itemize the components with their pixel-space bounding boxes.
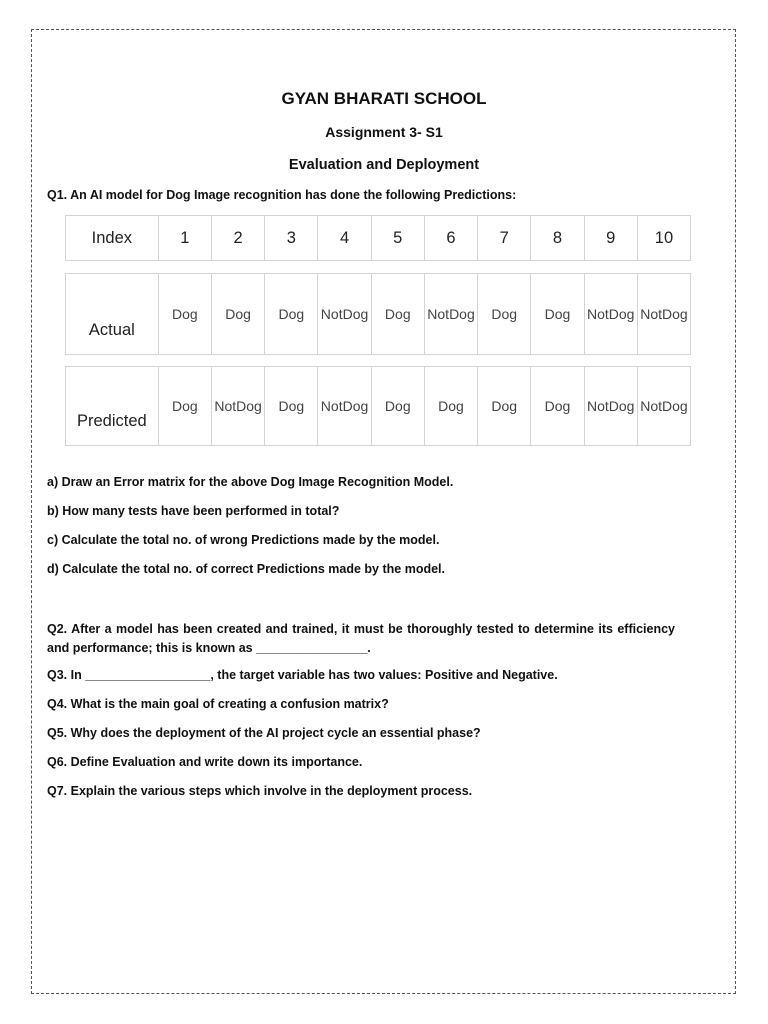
predicted-cell: Not Dog: [637, 367, 690, 445]
actual-row: [65, 273, 691, 355]
actual-cell: Dog: [211, 274, 264, 354]
index-cell: 1: [158, 216, 211, 260]
predicted-cell: Not Dog: [211, 367, 264, 445]
predicted-row: [65, 366, 691, 446]
predicted-header: Predicted: [77, 412, 147, 430]
question-7: Q7. Explain the various steps which involve in the deployment process.: [47, 784, 473, 798]
predicted-cell: Dog: [530, 367, 583, 445]
actual-cell: Not Dog: [424, 274, 477, 354]
index-cell: 8: [530, 216, 583, 260]
index-row: [65, 215, 691, 261]
question-4: Q4. What is the main goal of creating a confusion matrix?: [47, 697, 389, 711]
index-cell: 10: [637, 216, 690, 260]
index-cell: 5: [371, 216, 424, 260]
subquestion-d: d) Calculate the total no. of correct Predictions made by the model.: [47, 562, 445, 576]
question-2: Q2. After a model has been created and trained, it must be thoroughly tested to determine its efficiency and performance; this is known as ________________.: [47, 622, 675, 655]
question-1: Q1. An AI model for Dog Image recognition has done the following Predictions:: [47, 188, 517, 202]
actual-cell: Not Dog: [584, 274, 637, 354]
question-5: Q5. Why does the deployment of the AI project cycle an essential phase?: [47, 726, 481, 740]
index-header: Index: [91, 229, 133, 247]
actual-cell: Dog: [264, 274, 317, 354]
predictions-table: [65, 215, 691, 446]
question-6: Q6. Define Evaluation and write down its importance.: [47, 755, 363, 769]
index-cell: 9: [584, 216, 637, 260]
actual-cell: Dog: [530, 274, 583, 354]
school-name: GYAN BHARATI SCHOOL: [281, 89, 487, 108]
index-cell: 2: [211, 216, 264, 260]
predicted-cell: Dog: [371, 367, 424, 445]
actual-cell: Dog: [371, 274, 424, 354]
actual-cell: Dog: [158, 274, 211, 354]
subquestion-a: a) Draw an Error matrix for the above Dog Image Recognition Model.: [47, 475, 454, 489]
predicted-cell: Dog: [424, 367, 477, 445]
subject-title: Evaluation and Deployment: [288, 157, 480, 173]
predicted-cell: Not Dog: [584, 367, 637, 445]
subquestion-c: c) Calculate the total no. of wrong Predictions made by the model.: [47, 533, 440, 547]
subquestion-b: b) How many tests have been performed in total?: [47, 504, 340, 518]
predicted-cell: Dog: [264, 367, 317, 445]
assignment-title: Assignment 3- S1: [325, 124, 443, 140]
actual-header: Actual: [88, 321, 135, 339]
question-3: Q3. In __________________, the target variable has two values: Positive and Negative.: [47, 668, 558, 682]
predicted-cell: Not Dog: [317, 367, 370, 445]
actual-cell: Not Dog: [637, 274, 690, 354]
index-cell: 6: [424, 216, 477, 260]
predicted-cell: Dog: [158, 367, 211, 445]
actual-cell: Not Dog: [317, 274, 370, 354]
index-cell: 3: [264, 216, 317, 260]
index-cell: 7: [477, 216, 530, 260]
predicted-cell: Dog: [477, 367, 530, 445]
index-cell: 4: [317, 216, 370, 260]
actual-cell: Dog: [477, 274, 530, 354]
